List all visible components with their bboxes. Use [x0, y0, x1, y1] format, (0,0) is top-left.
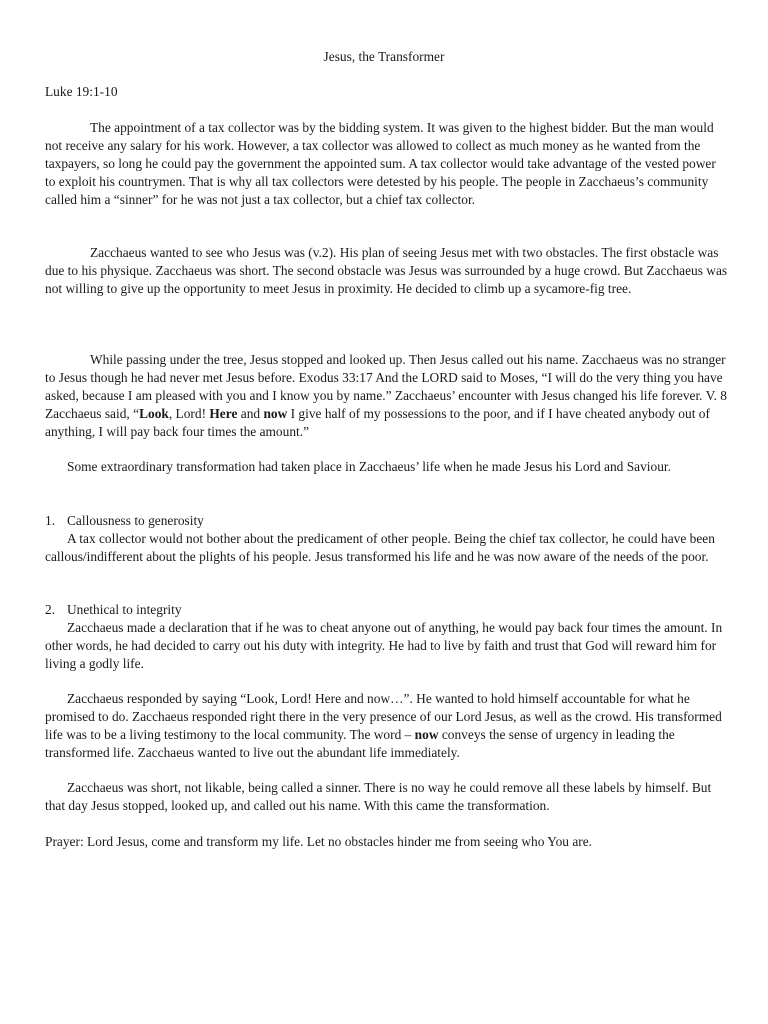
paragraph-tax-collector: The appointment of a tax collector was by the bidding system. It was given to the highest bidder. But the man would not receive any salary for his work. However, a tax collector was allowed to collect as much money as he wanted from the taxpayers, so long he could pay the government the appointed sum. A tax collector would take advantage of the vested power to exploit his countrymen. That is why all tax collectors were detested by his people. The people in Zacchaeus’s community called him a “sinner” for he was not just a tax collector, but a chief tax collector.: [45, 120, 716, 207]
list-item-1-number: 1.: [45, 513, 56, 528]
prayer-line: Prayer: Lord Jesus, come and transform my life. Let no obstacles hinder me from seeing who You are.: [45, 834, 593, 849]
paragraph-here-and-now-text-a: Zacchaeus responded by saying “Look, Lord! Here and now…”. He wanted to hold himself accountable for what he promised to do. Zacchaeus responded right there in the very presence of our Lord Jesus, as well as the crowd. His transformed life was to be a living testimony to the local community. The word –: [45, 691, 722, 742]
emphasis-here: Here: [209, 405, 238, 421]
list-item-1-title: Callousness to generosity: [67, 513, 204, 528]
paragraph-here-and-now: [45, 690, 728, 762]
scripture-reference: Luke 19:1-10: [45, 84, 118, 99]
list-item-2-number: 2.: [45, 602, 56, 617]
paragraph-transformation-intro: Some extraordinary transformation had taken place in Zacchaeus’ life when he made Jesus his Lord and Saviour.: [67, 459, 671, 474]
paragraph-encounter-text-a: While passing under the tree, Jesus stopped and looked up. Then Jesus called out his name. Zacchaeus was no stranger to Jesus though he had never met Jesus before. Exodus 33:17 And the LORD said to Moses, “I will do the very thing you have asked, because I am pleased with you and I know you by name.” Zacchaeus’ encounter with Jesus changed his life forever. V. 8 Zacchaeus said, “: [45, 352, 727, 421]
paragraph-encounter-text-d: I give half of my possessions to the poor, and if I have cheated anybody out of anything, I will pay back four times the amount.”: [45, 405, 710, 439]
list-item-2-title: Unethical to integrity: [67, 602, 182, 617]
paragraph-encounter: [45, 351, 728, 441]
list-item-1-heading: [45, 512, 204, 530]
list-item-2-body: Zacchaeus made a declaration that if he was to cheat anyone out of anything, he would pay back four times the amount. In other words, he had decided to carry out his duty with integrity. He had to live by faith and trust that God will reward him for living a godly life.: [45, 620, 723, 671]
emphasis-look: Look: [139, 405, 169, 421]
paragraph-labels: Zacchaeus was short, not likable, being called a sinner. There is no way he could remove all these labels by himself. But that day Jesus stopped, looked up, and called out his name. With this came the transformation.: [45, 780, 712, 813]
emphasis-now-2: now: [414, 726, 439, 742]
emphasis-now: now: [263, 405, 288, 421]
paragraph-obstacles: Zacchaeus wanted to see who Jesus was (v.2). His plan of seeing Jesus met with two obstacles. The first obstacle was due to his physique. Zacchaeus was short. The second obstacle was Jesus was surrounded by a huge crowd. But Zacchaeus was not willing to give up the opportunity to meet Jesus in proximity. He decided to climb up a sycamore-fig tree.: [45, 245, 728, 296]
document-title: Jesus, the Transformer: [323, 49, 445, 64]
list-item-2-heading: [45, 601, 182, 619]
list-item-1-body: A tax collector would not bother about the predicament of other people. Being the chief tax collector, he could have been callous/indifferent about the plights of his people. Jesus transformed his life and he was now aware of the needs of the poor.: [45, 531, 715, 564]
paragraph-encounter-text-c: and: [237, 405, 264, 421]
paragraph-encounter-text-b: , Lord!: [168, 405, 210, 421]
paragraph-here-and-now-text-b: conveys the sense of urgency in leading the transformed life. Zacchaeus wanted to live out the abundant life immediately.: [45, 726, 675, 760]
